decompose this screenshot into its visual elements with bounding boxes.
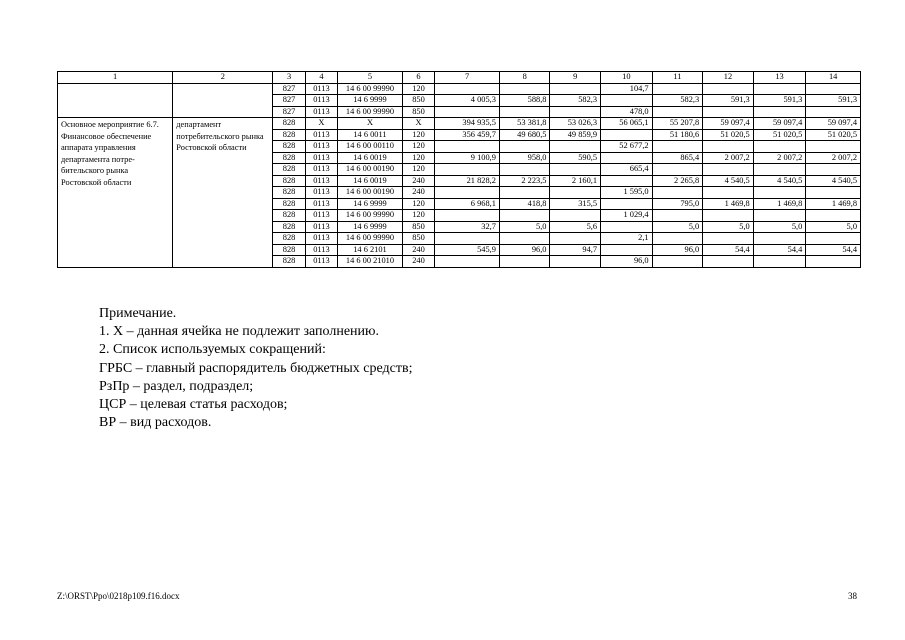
code-cell: 828 [273,198,305,210]
code-cell: 0113 [305,141,337,153]
amount-cell [601,152,653,164]
amount-cell [703,164,754,176]
amount-cell: 2 007,2 [703,152,754,164]
column-header: 10 [601,72,653,84]
code-cell: 0113 [305,164,337,176]
amount-cell: 2 007,2 [753,152,806,164]
amount-cell [753,210,806,222]
amount-cell: 582,3 [652,95,703,107]
amount-cell [435,106,500,118]
amount-cell [550,164,601,176]
amount-cell [499,164,550,176]
amount-cell: 665,4 [601,164,653,176]
column-header: 4 [305,72,337,84]
amount-cell [499,141,550,153]
code-cell: 120 [402,210,434,222]
column-header: 3 [273,72,305,84]
amount-cell [806,83,861,95]
amount-cell [652,233,703,245]
amount-cell: 51 180,6 [652,129,703,141]
code-cell: 828 [273,221,305,233]
amount-cell: 1 469,8 [703,198,754,210]
amount-cell: 2 007,2 [806,152,861,164]
code-cell: 827 [273,106,305,118]
amount-cell [550,106,601,118]
code-cell: X [305,118,337,130]
amount-cell [550,187,601,199]
amount-cell: 51 020,5 [806,129,861,141]
amount-cell [652,164,703,176]
table-row [58,83,861,95]
amount-cell [435,233,500,245]
column-header: 8 [499,72,550,84]
amount-cell [806,106,861,118]
amount-cell: 356 459,7 [435,129,500,141]
amount-cell: 56 065,1 [601,118,653,130]
column-header: 11 [652,72,703,84]
code-cell: 0113 [305,187,337,199]
amount-cell: 545,9 [435,244,500,256]
abbreviation-item: ГРБС – главный распорядитель бюджетных средств; [99,360,413,376]
amount-cell [601,129,653,141]
column-header: 9 [550,72,601,84]
note-item: 1. X – данная ячейка не подлежит заполнению. [99,324,379,340]
code-cell: 828 [273,210,305,222]
amount-cell: 795,0 [652,198,703,210]
amount-cell: 591,3 [703,95,754,107]
amount-cell: 96,0 [601,256,653,268]
code-cell: 14 6 00 00190 [338,187,403,199]
amount-cell: 54,4 [703,244,754,256]
table-header-row [58,72,861,84]
amount-cell: 4 540,5 [703,175,754,187]
empty-cell [58,83,173,118]
abbreviation-item: ВР – вид расходов. [99,415,212,431]
code-cell: 14 6 00 21010 [338,256,403,268]
amount-cell [703,187,754,199]
amount-cell [753,187,806,199]
amount-cell: 52 677,2 [601,141,653,153]
amount-cell [652,210,703,222]
code-cell: 14 6 00 00110 [338,141,403,153]
amount-cell: 9 100,9 [435,152,500,164]
amount-cell [499,210,550,222]
code-cell: 0113 [305,95,337,107]
amount-cell [806,210,861,222]
amount-cell [435,164,500,176]
column-header: 13 [753,72,806,84]
notes-block [99,305,412,432]
code-cell: 14 6 0019 [338,175,403,187]
code-cell: 828 [273,244,305,256]
amount-cell: 96,0 [652,244,703,256]
amount-cell: 54,4 [806,244,861,256]
empty-cell [173,83,273,118]
amount-cell: 53 026,3 [550,118,601,130]
amount-cell [499,187,550,199]
code-cell: 850 [402,233,434,245]
amount-cell: 2,1 [601,233,653,245]
note-item: 2. Список используемых сокращений: [99,342,326,358]
amount-cell [806,256,861,268]
amount-cell [435,187,500,199]
amount-cell [601,221,653,233]
amount-cell: 5,0 [499,221,550,233]
amount-cell: 59 097,4 [753,118,806,130]
notes-title: Примечание. [99,306,177,321]
code-cell: 14 6 2101 [338,244,403,256]
amount-cell: 32,7 [435,221,500,233]
amount-cell [601,244,653,256]
amount-cell: 55 207,8 [652,118,703,130]
footer-file-path: Z:\ORST\Ppo\0218p109.f16.docx [57,591,180,601]
code-cell: 14 6 9999 [338,221,403,233]
abbreviation-item: ЦСР – целевая статья расходов; [99,397,288,413]
page-number: 38 [848,591,857,601]
code-cell: 828 [273,175,305,187]
amount-cell: 94,7 [550,244,601,256]
amount-cell: 2 160,1 [550,175,601,187]
amount-cell [753,256,806,268]
amount-cell [652,106,703,118]
amount-cell: 478,0 [601,106,653,118]
code-cell: 0113 [305,221,337,233]
amount-cell: 582,3 [550,95,601,107]
code-cell: 14 6 00 99990 [338,106,403,118]
column-header: 5 [338,72,403,84]
amount-cell: 5,0 [703,221,754,233]
column-header: 12 [703,72,754,84]
activity-name: Основное мероприятие 6.7. Финансовое обеспечение аппарата управления департамента потре-бительского рынка Ростовской области [58,118,173,268]
code-cell: 0113 [305,210,337,222]
code-cell: 0113 [305,233,337,245]
code-cell: 14 6 0011 [338,129,403,141]
code-cell: 828 [273,256,305,268]
code-cell: 120 [402,141,434,153]
code-cell: 850 [402,95,434,107]
code-cell: 14 6 00 00190 [338,164,403,176]
amount-cell [601,95,653,107]
column-header: 6 [402,72,434,84]
amount-cell [753,106,806,118]
code-cell: 850 [402,106,434,118]
amount-cell: 5,6 [550,221,601,233]
code-cell: 0113 [305,175,337,187]
amount-cell: 96,0 [499,244,550,256]
code-cell: 120 [402,164,434,176]
amount-cell: 1 469,8 [753,198,806,210]
budget-table [57,71,861,268]
amount-cell: 5,0 [806,221,861,233]
amount-cell: 1 469,8 [806,198,861,210]
code-cell: 14 6 0019 [338,152,403,164]
amount-cell [550,233,601,245]
code-cell: 120 [402,152,434,164]
amount-cell: 5,0 [753,221,806,233]
amount-cell [652,187,703,199]
code-cell: 120 [402,129,434,141]
code-cell: 827 [273,95,305,107]
amount-cell [550,141,601,153]
code-cell: 0113 [305,152,337,164]
amount-cell [703,256,754,268]
code-cell: 828 [273,187,305,199]
amount-cell: 865,4 [652,152,703,164]
code-cell: 850 [402,221,434,233]
amount-cell [806,233,861,245]
amount-cell [753,164,806,176]
code-cell: 828 [273,152,305,164]
abbreviation-item: РзПр – раздел, подраздел; [99,378,254,394]
amount-cell [703,210,754,222]
code-cell: 0113 [305,198,337,210]
code-cell: 828 [273,164,305,176]
amount-cell: 394 935,5 [435,118,500,130]
code-cell: 240 [402,187,434,199]
amount-cell: 591,3 [806,95,861,107]
amount-cell [435,210,500,222]
amount-cell [550,256,601,268]
code-cell: 828 [273,233,305,245]
code-cell: 0113 [305,129,337,141]
amount-cell [753,141,806,153]
amount-cell [753,83,806,95]
code-cell: 14 6 9999 [338,95,403,107]
amount-cell [601,198,653,210]
amount-cell [703,233,754,245]
amount-cell [806,164,861,176]
amount-cell: 104,7 [601,83,653,95]
amount-cell [601,175,653,187]
code-cell: 14 6 00 99990 [338,210,403,222]
code-cell: 828 [273,129,305,141]
table-row [58,118,861,130]
code-cell: X [402,118,434,130]
amount-cell: 21 828,2 [435,175,500,187]
amount-cell [703,106,754,118]
amount-cell: 49 859,9 [550,129,601,141]
column-header: 2 [173,72,273,84]
amount-cell: 1 595,0 [601,187,653,199]
responsible-organization: департамент потребительского рынка Ростовской области [173,118,273,268]
column-header: 14 [806,72,861,84]
code-cell: 0113 [305,244,337,256]
amount-cell: 1 029,4 [601,210,653,222]
amount-cell: 6 968,1 [435,198,500,210]
amount-cell [435,83,500,95]
amount-cell [753,233,806,245]
table-body [58,72,861,268]
amount-cell [499,256,550,268]
amount-cell: 51 020,5 [703,129,754,141]
code-cell: 0113 [305,83,337,95]
amount-cell: 958,0 [499,152,550,164]
amount-cell [550,83,601,95]
amount-cell [550,210,601,222]
code-cell: 0113 [305,106,337,118]
code-cell: 14 6 00 99990 [338,83,403,95]
amount-cell [499,106,550,118]
amount-cell: 53 381,8 [499,118,550,130]
amount-cell: 51 020,5 [753,129,806,141]
amount-cell [806,187,861,199]
amount-cell: 5,0 [652,221,703,233]
code-cell: 0113 [305,256,337,268]
amount-cell [435,141,500,153]
amount-cell [435,256,500,268]
column-header: 7 [435,72,500,84]
amount-cell [703,141,754,153]
amount-cell: 418,8 [499,198,550,210]
amount-cell: 315,5 [550,198,601,210]
column-header: 1 [58,72,173,84]
amount-cell: 4 005,3 [435,95,500,107]
code-cell: 828 [273,141,305,153]
amount-cell: 4 540,5 [753,175,806,187]
amount-cell [806,141,861,153]
amount-cell: 54,4 [753,244,806,256]
code-cell: 120 [402,83,434,95]
amount-cell: 49 680,5 [499,129,550,141]
code-cell: 240 [402,244,434,256]
amount-cell: 2 223,5 [499,175,550,187]
amount-cell [652,141,703,153]
code-cell: 120 [402,198,434,210]
amount-cell: 591,3 [753,95,806,107]
code-cell: 240 [402,175,434,187]
amount-cell: 59 097,4 [703,118,754,130]
code-cell: 240 [402,256,434,268]
amount-cell [703,83,754,95]
amount-cell: 590,5 [550,152,601,164]
amount-cell [652,83,703,95]
code-cell: 828 [273,118,305,130]
code-cell: 14 6 9999 [338,198,403,210]
amount-cell: 588,8 [499,95,550,107]
amount-cell [499,233,550,245]
amount-cell: 2 265,8 [652,175,703,187]
code-cell: X [338,118,403,130]
code-cell: 14 6 00 99990 [338,233,403,245]
amount-cell: 4 540,5 [806,175,861,187]
amount-cell: 59 097,4 [806,118,861,130]
amount-cell [652,256,703,268]
code-cell: 827 [273,83,305,95]
amount-cell [499,83,550,95]
